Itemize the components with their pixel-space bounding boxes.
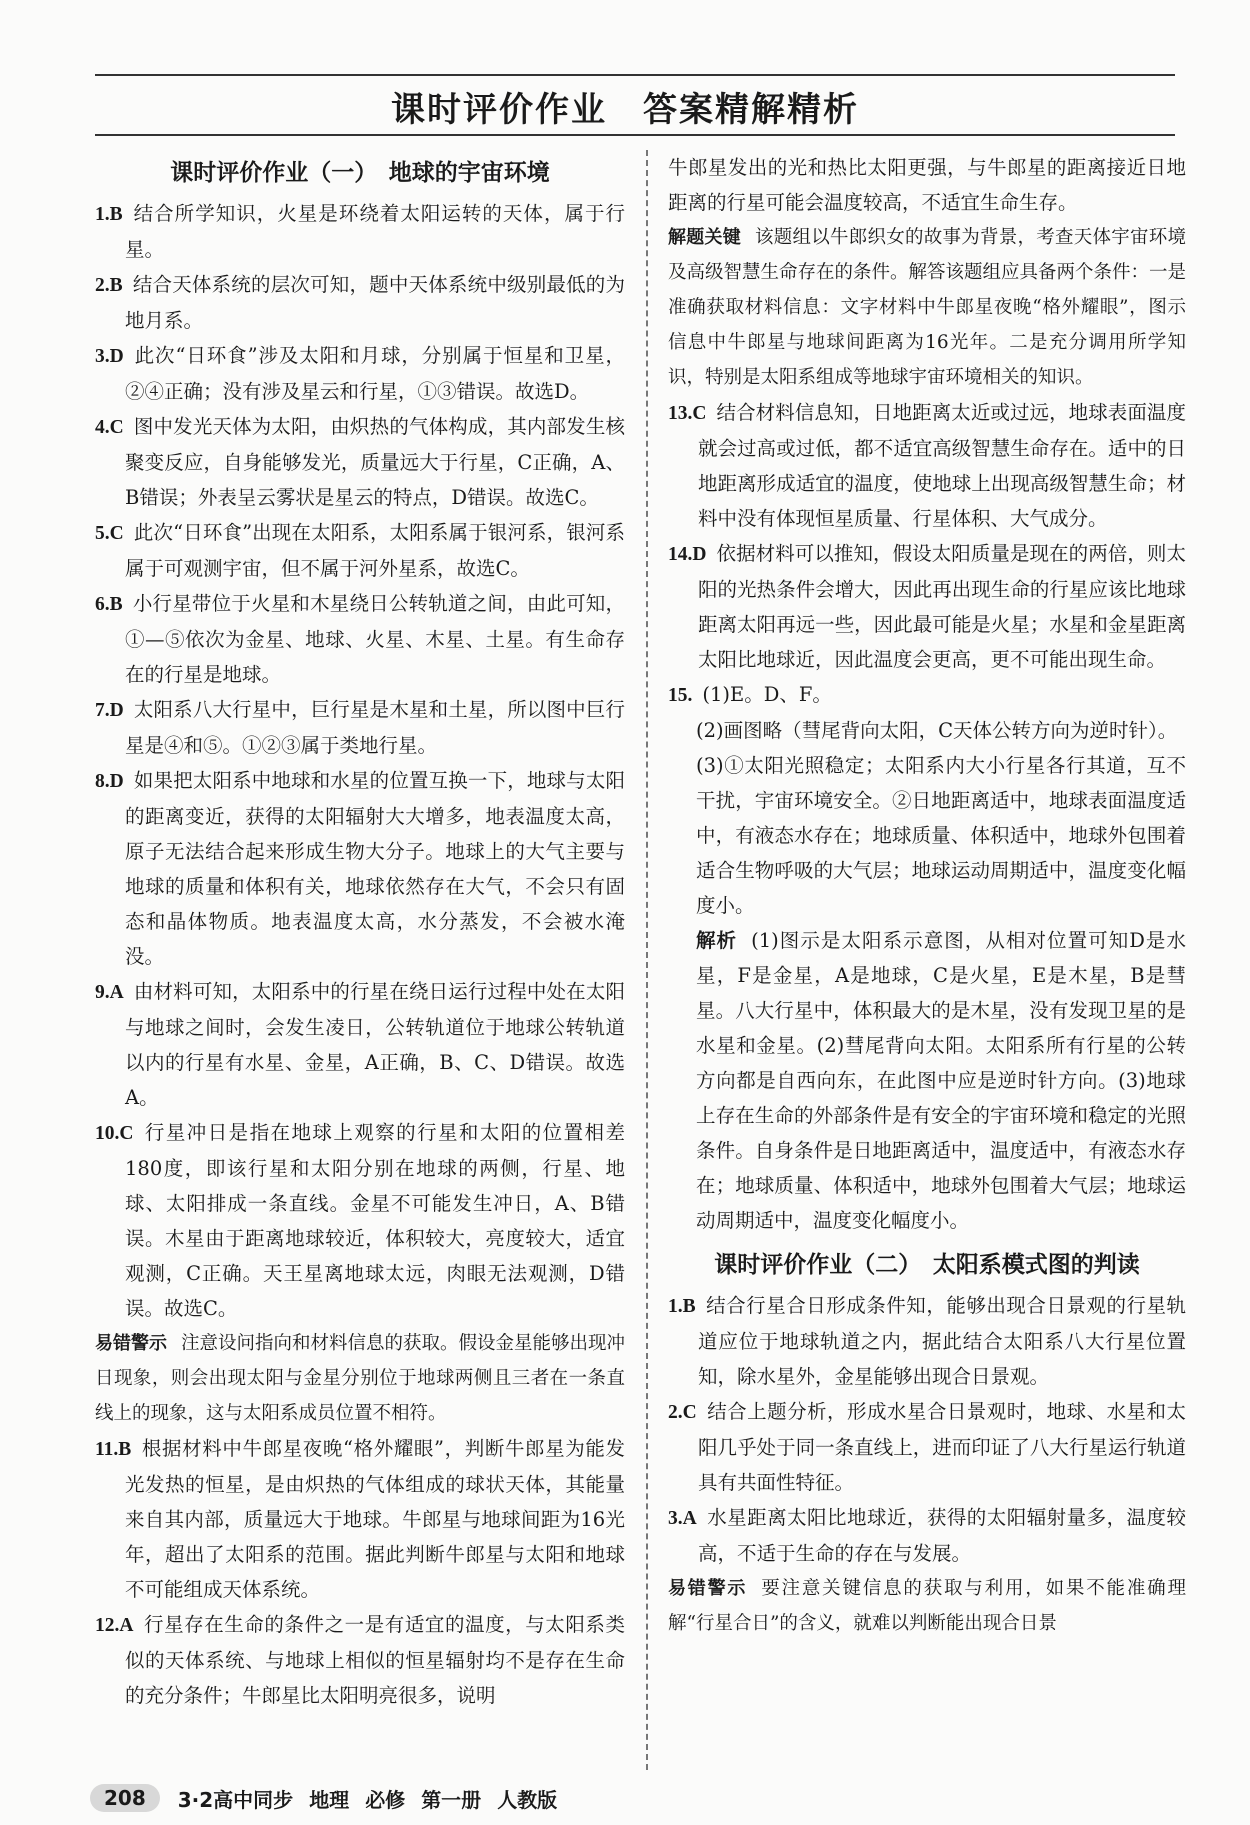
- title-rule: [95, 134, 1175, 136]
- answer-item: 1.B 结合行星合日形成条件知，能够出现合日景观的行星轨道应位于地球轨道之内，据此结合太阳系八大行星位置知，除水星外，金星能够出现合日景观。: [668, 1294, 1186, 1388]
- top-rule: [95, 74, 1175, 76]
- left-column: [95, 150, 625, 1713]
- footer-type: 必修: [365, 1787, 406, 1812]
- page-number: 208: [90, 1784, 160, 1812]
- key-point-note: 解题关键 该题组以牛郎织女的故事为背景，考查天体宇宙环境及高级智慧生命存在的条件。解答该题组应具备两个条件：一是准确获取材料信息：文字材料中牛郎星夜晚“格外耀眼”，图示信息中牛郎星与地球间距离为16光年。二是充分调用所学知识，特别是太阳系组成等地球宇宙环境相关的知识。: [668, 227, 1187, 388]
- answer-item: 7.D 太阳系八大行星中，巨行星是木星和土星，所以图中巨行星是④和⑤。①②③属于类地行星。: [95, 698, 625, 757]
- answer-item: 15. (1)E。D、F。: [668, 683, 832, 706]
- answer-item: 11.B 根据材料中牛郎星夜晚“格外耀眼”，判断牛郎星为能发光发热的恒星，是由炽热的气体组成的球状天体，其能量来自其内部，质量远大于地球。牛郎星与地球间距为16光年，超出了太阳系的范围。据此判断牛郎星与太阳和地球不可能组成天体系统。: [95, 1437, 625, 1601]
- error-warning-note: 易错警示 注意设问指向和材料信息的获取。假设金星能够出现冲日现象，则会出现太阳与金星分别位于地球两侧且三者在一条直线上的现象，这与太阳系成员位置不相符。: [95, 1333, 626, 1424]
- q15-sub3: (3)①太阳光照稳定；太阳系内大小行星各行其道，互不干扰，宇宙环境安全。②日地距离适中，地球表面温度适中，有液态水存在；地球质量、体积适中，地球外包围着适合生物呼吸的大气层；地球运动周期适中，温度变化幅度小。: [696, 754, 1186, 917]
- section-title-1: 课时评价作业（一） 地球的宇宙环境: [170, 160, 550, 186]
- answer-item: 4.C 图中发光天体为太阳，由炽热的气体构成，其内部发生核聚变反应，自身能够发光，质量远大于行星，C正确，A、B错误；外表呈云雾状是星云的特点，D错误。故选C。: [95, 415, 625, 509]
- answer-item: 13.C 结合材料信息知，日地距离太近或过远，地球表面温度就会过高或过低，都不适宜高级智慧生命存在。适中的日地距离形成适宜的温度，使地球上出现高级智慧生命；材料中没有体现恒星质量、行星体积、大气成分。: [668, 401, 1186, 530]
- answer-item: 2.C 结合上题分析，形成水星合日景观时，地球、水星和太阳几乎处于同一条直线上，进而印证了八大行星运行轨道具有共面性特征。: [668, 1400, 1186, 1494]
- footer-brand: 3·2高中同步: [177, 1787, 294, 1812]
- continued-text: 牛郎星发出的光和热比太阳更强，与牛郎星的距离接近日地距离的行星可能会温度较高，不适宜生命生存。: [668, 156, 1186, 214]
- answer-item: 9.A 由材料可知，太阳系中的行星在绕日运行过程中处在太阳与地球之间时，会发生凌日，公转轨道位于地球公转轨道以内的行星有水星、金星，A正确，B、C、D错误。故选A。: [95, 980, 625, 1109]
- answer-item: 10.C 行星冲日是指在地球上观察的行星和太阳的位置相差180度，即该行星和太阳分别在地球的两侧，行星、地球、太阳排成一条直线。金星不可能发生冲日，A、B错误。木星由于距离地球较近，体积较大，亮度较大，适宜观测，C正确。天王星离地球太远，肉眼无法观测，D错误。故选C。: [95, 1121, 625, 1320]
- answer-item: 6.B 小行星带位于火星和木星绕日公转轨道之间，由此可知，①—⑤依次为金星、地球、火星、木星、土星。有生命存在的行星是地球。: [95, 592, 625, 686]
- column-divider: [646, 150, 648, 1770]
- page-title: 课时评价作业 答案精解精析: [391, 90, 859, 130]
- section-title-2: 课时评价作业（二） 太阳系模式图的判读: [714, 1252, 1140, 1278]
- answer-item: 2.B 结合天体系统的层次可知，题中天体系统中级别最低的为地月系。: [95, 273, 625, 332]
- answer-item: 3.A 水星距离太阳比地球近，获得的太阳辐射量多，温度较高，不适于生命的存在与发展。: [668, 1506, 1186, 1565]
- footer-edition: 人教版: [497, 1787, 558, 1812]
- footer-subject: 地理: [309, 1787, 350, 1812]
- answer-item: 1.B 结合所学知识，火星是环绕着太阳运转的天体，属于行星。: [95, 202, 625, 261]
- answer-item: 14.D 依据材料可以推知，假设太阳质量是现在的两倍，则太阳的光热条件会增大，因此再出现生命的行星应该比地球距离太阳再远一些，因此最可能是火星；水星和金星距离太阳比地球近，因此温度会更高，更不可能出现生命。: [668, 542, 1186, 671]
- analysis-note: 解析 (1)图示是太阳系示意图，从相对位置可知D是水星，F是金星，A是地球，C是火星，E是木星，B是彗星。八大行星中，体积最大的是木星，没有发现卫星的是水星和金星。(2)彗尾背向太阳。太阳系所有行星的公转方向都是自西向东，在此图中应是逆时针方向。(3)地球上存在生命的外部条件是有安全的宇宙环境和稳定的光照条件。自身条件是日地距离适中，温度适中，有液态水存在；地球质量、体积适中，地球外包围着大气层；地球运动周期适中，温度变化幅度小。: [696, 929, 1186, 1232]
- answer-item: 5.C 此次“日环食”出现在太阳系，太阳系属于银河系，银河系属于可观测宇宙，但不属于河外星系，故选C。: [95, 521, 625, 580]
- answer-item: 12.A 行星存在生命的条件之一是有适宜的温度，与太阳系类似的天体系统、与地球上相似的恒星辐射均不是存在生命的充分条件；牛郎星比太阳明亮很多，说明: [95, 1613, 625, 1707]
- right-column: [668, 150, 1186, 1641]
- q15-sub2: (2)画图略（彗尾背向太阳，C天体公转方向为逆时针）。: [696, 719, 1178, 742]
- footer-volume: 第一册: [421, 1787, 482, 1812]
- answer-item: 8.D 如果把太阳系中地球和水星的位置互换一下，地球与太阳的距离变近，获得的太阳辐射大大增多，地表温度太高，原子无法结合起来形成生物大分子。地球上的大气主要与地球的质量和体积有关，地球依然存在大气，不会只有固态和晶体物质。地表温度太高，水分蒸发，不会被水淹没。: [95, 769, 625, 968]
- error-warning-note: 易错警示 要注意关键信息的获取与利用，如果不能准确理解“行星合日”的含义，就难以判断能出现合日景: [668, 1578, 1186, 1634]
- answer-item: 3.D 此次“日环食”涉及太阳和月球，分别属于恒星和卫星，②④正确；没有涉及星云和行星，①③错误。故选D。: [95, 344, 625, 403]
- page-footer: [90, 1779, 573, 1817]
